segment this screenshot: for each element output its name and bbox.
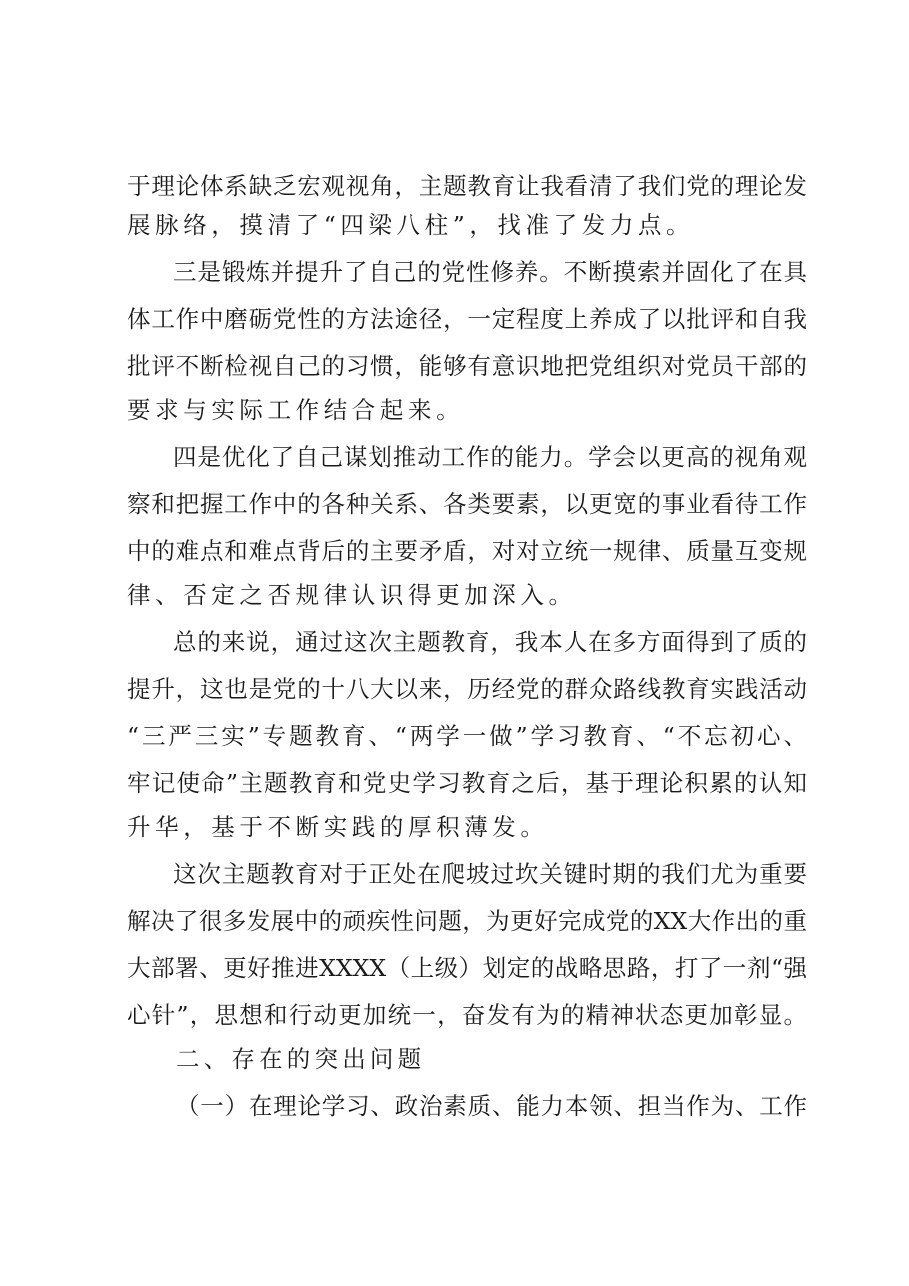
paragraph-line: 中的难点和难点背后的主要矛盾，对对立统一规律、质量互变规 [127,537,807,565]
paragraph-line: 三是锻炼并提升了自己的党性修养。不断摸索并固化了在具 [173,258,807,286]
paragraph-line: 察和把握工作中的各种关系、各类要素，以更宽的事业看待工作 [127,490,807,518]
paragraph-line: “三严三实”专题教育、“两学一做”学习教育、“不忘初心、 [127,722,807,750]
paragraph-line: 心针”，思想和行动更加统一，奋发有为的精神状态更加彰显。 [127,1001,807,1029]
paragraph-line: 大部署、更好推进XXXX（上级）划定的战略思路，打了一剂“强 [127,954,807,982]
paragraph-line: 提升，这也是党的十八大以来，历经党的群众路线教育实践活动 [127,675,807,703]
paragraph-line: 展脉络，摸清了“四梁八柱”，找准了发力点。 [127,211,695,239]
paragraph-line: 于理论体系缺乏宏观视角，主题教育让我看清了我们党的理论发 [127,172,807,200]
paragraph-line: 体工作中磨砺党性的方法途径，一定程度上养成了以批评和自我 [127,305,807,333]
subsection-heading: （一）在理论学习、政治素质、能力本领、担当作为、工作 [176,1092,807,1120]
paragraph-line: 律、否定之否规律认识得更加深入。 [127,581,577,609]
paragraph-line: 解决了很多发展中的顽疾性问题，为更好完成党的XX大作出的重 [127,907,807,935]
paragraph-line: 这次主题教育对于正处在爬坡过坎关键时期的我们尤为重要 [173,860,807,888]
paragraph-line: 要求与实际工作结合起来。 [127,396,465,424]
paragraph-line: 批评不断检视自己的习惯，能够有意识地把党组织对党员干部的 [127,352,807,380]
paragraph-line: 升华，基于不断实践的厚积薄发。 [127,813,549,841]
paragraph-line: 总的来说，通过这次主题教育，我本人在多方面得到了质的 [173,628,807,656]
paragraph-line: 四是优化了自己谋划推动工作的能力。学会以更高的视角观 [173,443,807,471]
paragraph-line: 牢记使命”主题教育和党史学习教育之后，基于理论积累的认知 [127,769,807,797]
section-heading: 二、存在的突出问题 [176,1045,426,1073]
